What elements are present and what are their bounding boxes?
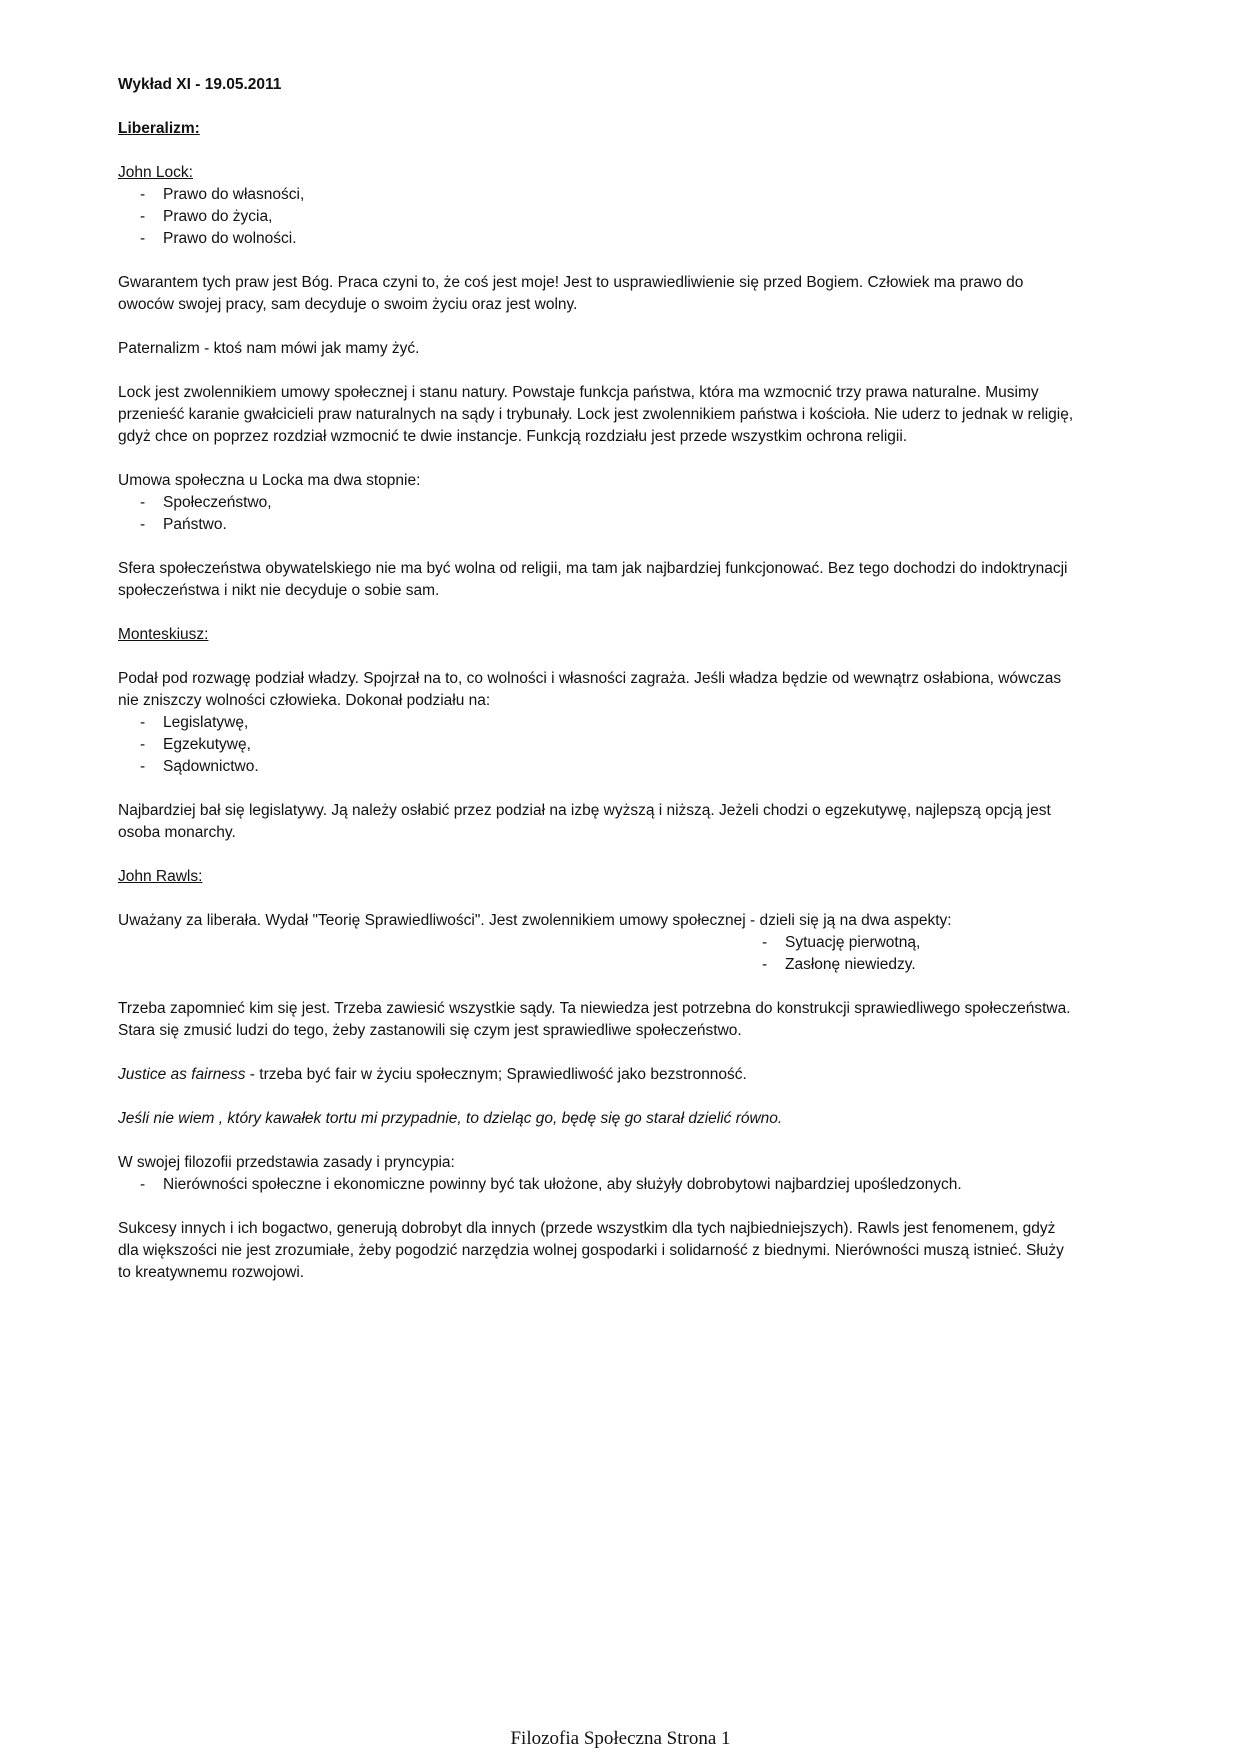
powers-list	[118, 712, 1078, 778]
list-item: - Sytuację pierwotną,	[762, 932, 1078, 954]
paragraph: Trzeba zapomnieć kim się jest. Trzeba zawiesić wszystkie sądy. Ta niewiedza jest potrzebna do konstrukcji sprawiedliwego społeczeństwa. Stara się zmusić ludzi do tego, żeby zastanowili się czym jest sprawiedliwe społeczeństwo.	[118, 1000, 1071, 1039]
list-item: - Egzekutywę,	[140, 734, 1078, 756]
list-item: - Nierówności społeczne i ekonomiczne powinny być tak ułożone, aby służyły dobrobytowi najbardziej upośledzonych.	[140, 1174, 1078, 1196]
subsection-title-rawls: John Rawls:	[118, 868, 203, 885]
paragraph: Najbardziej bał się legislatywy. Ją należy osłabić przez podział na izbę wyższą i niższą. Jeżeli chodzi o egzekutywę, najlepszą opcją jest osoba monarchy.	[118, 802, 1051, 841]
list-item: - Społeczeństwo,	[140, 492, 1078, 514]
section-title-liberalism: Liberalizm:	[118, 120, 200, 137]
paragraph: Sukcesy innych i ich bogactwo, generują dobrobyt dla innych (przede wszystkim dla tych najbiedniejszych). Rawls jest fenomenem, gdyż dla większości nie jest zrozumiałe, żeby pogodzić narzędzia wolnej gospodarki i solidarność z biednymi. Nierówności muszą istnieć. Służy to kreatywnemu rozwojowi.	[118, 1220, 1064, 1281]
principles-list	[118, 1174, 1078, 1196]
paragraph: Lock jest zwolennikiem umowy społecznej i stanu natury. Powstaje funkcja państwa, która ma wzmocnić trzy prawa naturalne. Musimy przenieść karanie gwałcicieli praw naturalnych na sądy i trybunały. Lock jest zwolennikiem państwa i kościoła. Nie uderz to jednak w religię, gdyż chce on poprzez rozdział wzmocnić te dwie instancje. Funkcją rozdziału jest przede wszystkim ochrona religii.	[118, 384, 1074, 445]
quote-paragraph: Jeśli nie wiem , który kawałek tortu mi przypadnie, to dzieląc go, będę się go starał dzielić równo.	[118, 1110, 783, 1127]
paragraph: Paternalizm - ktoś nam mówi jak mamy żyć.	[118, 340, 420, 357]
paragraph: Podał pod rozwagę podział władzy. Spojrzał na to, co wolności i własności zagraża. Jeśli władza będzie od wewnątrz osłabiona, wówczas nie zniszczy wolności człowieka. Dokonał podziału na:	[118, 670, 1062, 709]
paragraph: Umowa społeczna u Locka ma dwa stopnie:	[118, 472, 421, 489]
page-footer: Filozofia Społeczna Strona 1	[510, 1728, 731, 1749]
justice-term: Justice as fairness	[118, 1066, 246, 1083]
paragraph: Uważany za liberała. Wydał "Teorię Sprawiedliwości". Jest zwolennikiem umowy społecznej - dzieli się ją na dwa aspekty:	[118, 912, 952, 929]
aspects-list	[118, 932, 1078, 976]
subsection-title-lock: John Lock:	[118, 164, 193, 181]
list-item: - Prawo do własności,	[140, 184, 1078, 206]
list-item: - Legislatywę,	[140, 712, 1078, 734]
subsection-title-monteskiusz: Monteskiusz:	[118, 626, 209, 643]
lecture-title: Wykład XI - 19.05.2011	[118, 76, 282, 93]
justice-rest: - trzeba być fair w życiu społecznym; Sprawiedliwość jako bezstronność.	[245, 1066, 747, 1083]
list-item: - Państwo.	[140, 514, 1078, 536]
justice-paragraph	[118, 1064, 1078, 1086]
list-item: - Prawo do życia,	[140, 206, 1078, 228]
document-page	[118, 74, 1078, 1306]
paragraph: Gwarantem tych praw jest Bóg. Praca czyni to, że coś jest moje! Jest to usprawiedliwienie się przed Bogiem. Człowiek ma prawo do owoców swojej pracy, sam decyduje o swoim życiu oraz jest wolny.	[118, 274, 1024, 313]
lock-rights-list	[118, 184, 1078, 250]
list-item: - Zasłonę niewiedzy.	[762, 954, 1078, 976]
list-item: - Prawo do wolności.	[140, 228, 1078, 250]
lock-stages-list	[118, 492, 1078, 536]
paragraph: W swojej filozofii przedstawia zasady i pryncypia:	[118, 1154, 455, 1171]
paragraph: Sfera społeczeństwa obywatelskiego nie ma być wolna od religii, ma tam jak najbardziej funkcjonować. Bez tego dochodzi do indoktrynacji społeczeństwa i nikt nie decyduje o sobie sam.	[118, 560, 1068, 599]
list-item: - Sądownictwo.	[140, 756, 1078, 778]
